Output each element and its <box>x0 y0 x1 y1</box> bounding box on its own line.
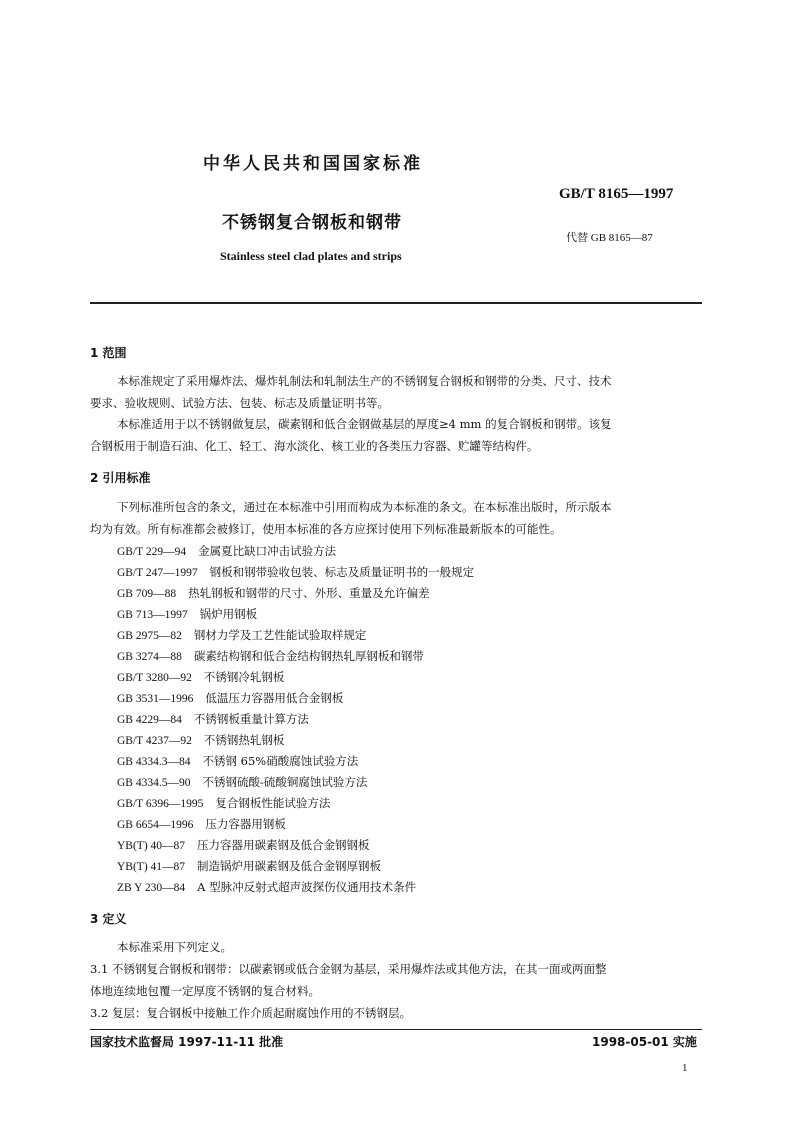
ref-item <box>117 585 430 601</box>
ref-item <box>117 732 284 748</box>
section-heading-refs: 2 引用标准 <box>90 471 151 485</box>
ref-item <box>117 858 381 874</box>
ref-item <box>117 711 309 727</box>
ref-item <box>117 753 358 769</box>
ref-name: 锅炉用钢板 <box>199 607 258 621</box>
ref-item <box>117 543 336 559</box>
ref-name: 低温压力容器用低合金钢板 <box>205 691 344 705</box>
ref-name: 金属夏比缺口冲击试验方法 <box>198 544 337 558</box>
ref-code: GB/T 4237—92 <box>117 735 192 747</box>
scope-para-1-line-1: 本标准规定了采用爆炸法、爆炸轧制法和轧制法生产的不锈钢复合钢板和钢带的分类、尺寸、技术 <box>117 374 612 388</box>
top-divider <box>90 302 702 304</box>
ref-name: 钢板和钢带验收包装、标志及质量证明书的一般规定 <box>209 565 475 579</box>
ref-name: 不锈钢 65%硝酸腐蚀试验方法 <box>202 754 359 768</box>
effective-date: 1998-05-01 实施 <box>592 1035 697 1049</box>
ref-code: YB(T) 41—87 <box>117 861 186 873</box>
ref-item <box>117 795 330 811</box>
def-2: 3.2 复层：复合钢板中接触工作介质起耐腐蚀作用的不锈钢层。 <box>90 1006 411 1020</box>
def-1-line-1: 3.1 不锈钢复合钢板和钢带：以碳素钢或低合金钢为基层，采用爆炸法或其他方法，在其一面或两面整 <box>90 962 607 976</box>
scope-para-2-line-2: 合钢板用于制造石油、化工、轻工、海水淡化、核工业的各类压力容器、贮罐等结构件。 <box>90 439 539 453</box>
ref-code: GB 709—88 <box>117 588 177 600</box>
ref-item <box>117 879 416 895</box>
defs-intro: 本标准采用下列定义。 <box>117 940 232 954</box>
ref-name: 不锈钢冷轧钢板 <box>203 670 285 684</box>
ref-code: GB 4229—84 <box>117 714 182 726</box>
document-title: 不锈钢复合钢板和钢带 <box>222 213 402 233</box>
ref-code: GB 3531—1996 <box>117 693 194 705</box>
ref-name: 碳素结构钢和低合金结构钢热轧厚钢板和钢带 <box>193 649 424 663</box>
refs-intro-line-2: 均为有效。所有标准都会被修订，使用本标准的各方应探讨使用下列标准最新版本的可能性。 <box>90 522 562 536</box>
ref-item <box>117 837 370 853</box>
ref-item <box>117 564 474 580</box>
ref-name: 压力容器用碳素钢及低合金钢钢板 <box>197 838 370 852</box>
ref-code: GB 713—1997 <box>117 609 188 621</box>
ref-name: 不锈钢板重量计算方法 <box>193 712 309 726</box>
ref-code: GB/T 229—94 <box>117 546 187 558</box>
scope-para-1-line-2: 要求、验收规则、试验方法、包装、标志及质量证明书等。 <box>90 396 389 410</box>
ref-item <box>117 816 286 832</box>
ref-item <box>117 627 366 643</box>
standard-code: GB/T 8165—1997 <box>559 186 674 202</box>
ref-item <box>117 690 343 706</box>
ref-code: GB/T 6396—1995 <box>117 798 204 810</box>
approval-date: 国家技术监督局 1997-11-11 批准 <box>90 1035 284 1049</box>
ref-code: GB 4334.3—84 <box>117 756 191 768</box>
ref-name: A 型脉冲反射式超声波探伤仪通用技术条件 <box>197 880 417 894</box>
ref-code: YB(T) 40—87 <box>117 840 186 852</box>
refs-intro-line-1: 下列标准所包含的条文，通过在本标准中引用而构成为本标准的条文。在本标准出版时，所示版本 <box>117 500 612 514</box>
ref-item <box>117 669 284 685</box>
section-heading-defs: 3 定义 <box>90 912 127 926</box>
ref-name: 复合钢板性能试验方法 <box>215 796 331 810</box>
standard-type: 中华人民共和国国家标准 <box>203 154 423 174</box>
ref-code: ZB Y 230—84 <box>117 882 186 894</box>
ref-code: GB 3274—88 <box>117 651 182 663</box>
ref-code: GB/T 247—1997 <box>117 567 198 579</box>
page-number: 1 <box>682 1062 688 1074</box>
ref-name: 不锈钢硫酸-硫酸铜腐蚀试验方法 <box>202 775 368 789</box>
ref-code: GB 6654—1996 <box>117 819 194 831</box>
ref-item <box>117 648 424 664</box>
ref-name: 热轧钢板和钢带的尺寸、外形、重量及允许偏差 <box>188 586 430 600</box>
ref-item <box>117 774 367 790</box>
english-title: Stainless steel clad plates and strips <box>220 249 402 263</box>
replaces-note: 代替 GB 8165—87 <box>566 232 653 244</box>
ref-name: 不锈钢热轧钢板 <box>203 733 285 747</box>
bottom-divider <box>90 1029 702 1030</box>
ref-item <box>117 606 257 622</box>
ref-code: GB 2975—82 <box>117 630 182 642</box>
ref-name: 制造锅炉用碳素钢及低合金钢厚钢板 <box>197 859 382 873</box>
ref-name: 钢材力学及工艺性能试验取样规定 <box>193 628 367 642</box>
ref-code: GB/T 3280—92 <box>117 672 192 684</box>
section-heading-scope: 1 范围 <box>90 346 127 360</box>
def-1-line-2: 体地连续地包覆一定厚度不锈钢的复合材料。 <box>90 984 320 998</box>
ref-name: 压力容器用钢板 <box>205 817 286 831</box>
scope-para-2-line-1: 本标准适用于以不锈钢做复层，碳素钢和低合金钢做基层的厚度≥4 mm 的复合钢板和钢带。该复 <box>117 417 612 431</box>
ref-code: GB 4334.5—90 <box>117 777 191 789</box>
